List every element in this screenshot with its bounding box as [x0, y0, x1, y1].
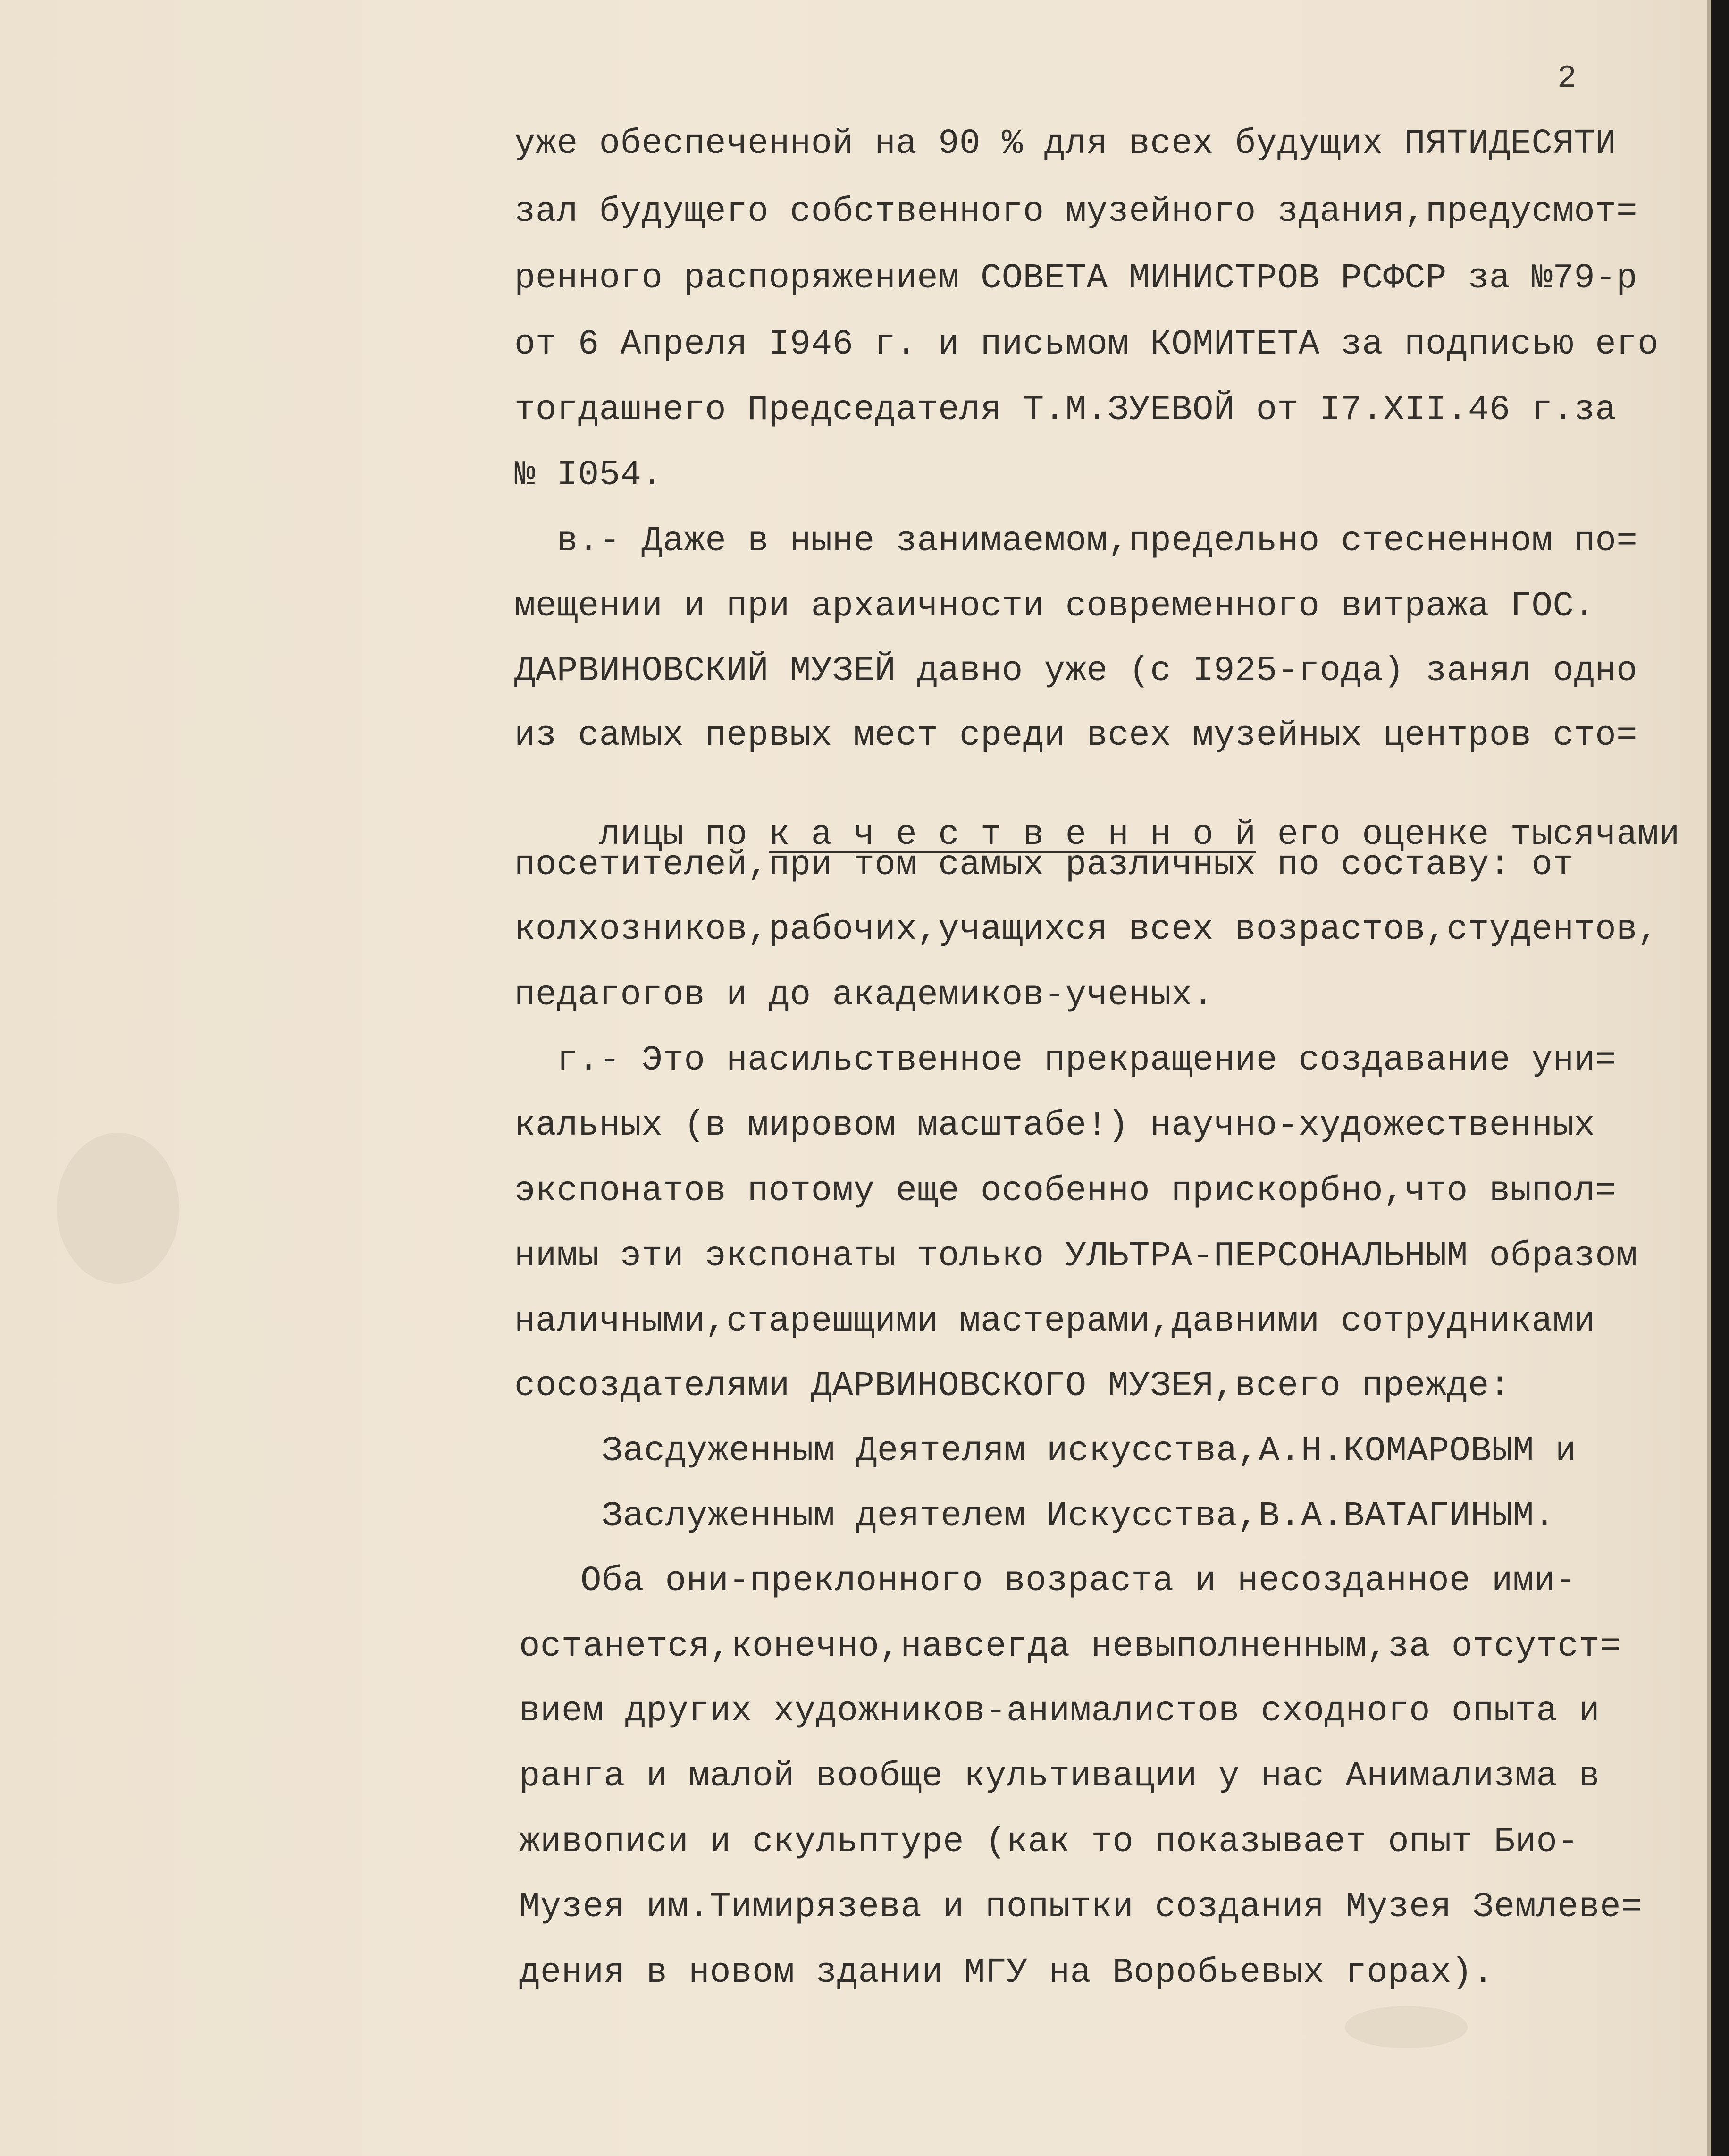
text-line: зал будущего собственного музейного здания,предусмот= — [514, 192, 1638, 232]
paper-stain — [57, 1133, 179, 1284]
text-line: останется,конечно,навсегда невыполненным,за отсутст= — [519, 1627, 1621, 1667]
text-line: Музея им.Тимирязева и попытки создания Музея Землеве= — [519, 1887, 1643, 1927]
text-line: Заслуженным деятелем Искусства,В.А.ВАТАГИНЫМ. — [602, 1497, 1555, 1536]
text-line: мещении и при архаичности современного витража ГОС. — [514, 587, 1595, 626]
text-line: посетителей,при том самых различных по составу: от — [514, 845, 1574, 885]
text-line: из самых первых мест среди всех музейных центров сто= — [514, 716, 1638, 756]
text-line: ДАРВИНОВСКИЙ МУЗЕЙ давно уже (с I925-года) занял одно — [514, 651, 1638, 691]
text-line: Оба они-преклонного возраста и несозданное ими- — [580, 1561, 1577, 1601]
text-line: г.- Это насильственное прекращение создавание уни= — [557, 1041, 1617, 1080]
line-text: его оценке тысячами — [1256, 815, 1680, 855]
text-line: от 6 Апреля I946 г. и письмом КОМИТЕТА за подписью его — [514, 325, 1659, 364]
text-line: колхозников,рабочих,учащихся всех возрастов,студентов, — [514, 910, 1659, 950]
text-line: Засдуженным Деятелям искусства,А.Н.КОМАРОВЫМ и — [602, 1432, 1577, 1471]
text-line: тогдашнего Председателя Т.М.ЗУЕВОЙ от I7.XII.46 г.за — [514, 390, 1617, 430]
text-line: в.- Даже в ныне занимаемом,предельно стесненном по= — [557, 522, 1638, 561]
text-line: наличными,старешщими мастерами,давними сотрудниками — [514, 1302, 1595, 1341]
text-line: сосоздателями ДАРВИНОВСКОГО МУЗЕЯ,всего прежде: — [514, 1366, 1511, 1406]
page-edge — [1707, 0, 1711, 2156]
text-line: нимы эти экспонаты только УЛЬТРА-ПЕРСОНАЛЬНЫМ образом — [514, 1237, 1638, 1276]
text-line: № I054. — [514, 455, 663, 495]
line-text: лицы по — [599, 815, 769, 855]
text-line: педагогов и до академиков-ученых. — [514, 976, 1214, 1015]
paper-stain — [1345, 2006, 1468, 2048]
text-line: уже обеспеченной на 90 % для всех будущих ПЯТИДЕСЯТИ — [514, 124, 1617, 164]
text-line: кальных (в мировом масштабе!) научно-художественных — [514, 1106, 1595, 1145]
text-line: экспонатов потому еще особенно прискорбно,что выпол= — [514, 1171, 1617, 1211]
text-line: ранга и малой вообще культивации у нас Анимализма в — [519, 1757, 1600, 1796]
page-number: 2 — [1557, 60, 1577, 97]
text-line: живописи и скульптуре (как то показывает опыт Био- — [519, 1822, 1579, 1862]
text-line: дения в новом здании МГУ на Воробьевых горах). — [519, 1953, 1494, 1993]
text-line: вием других художников-анималистов сходного опыта и — [519, 1692, 1600, 1731]
emphasized-word: к а ч е с т в е н н о й — [768, 815, 1256, 855]
text-line: ренного распоряжением СОВЕТА МИНИСТРОВ РСФСР за №79-р — [514, 259, 1638, 298]
